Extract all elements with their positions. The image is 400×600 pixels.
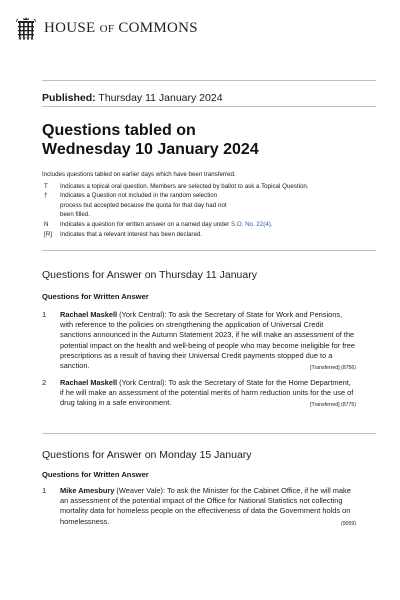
question-text: To ask the Minister for the Cabinet Office, if he will make an assessment of the potential impact of the Office for National Statistics not collecting mortality data for homeless people on the effectiveness of data the Government holds on homelessness. — [60, 486, 351, 526]
section-subtitle: Questions for Written Answer — [42, 470, 149, 479]
divider — [42, 433, 376, 434]
section-title: Questions for Answer on Thursday 11 January — [42, 269, 257, 281]
question-constituency: (York Central): — [119, 378, 167, 387]
question-item — [42, 378, 356, 411]
page-title — [42, 121, 362, 159]
question-text: To ask the Secretary of State for Work and Pensions, with reference to the policies on strengthening the application of Universal Credit sanctions announced in the Autumn Statement 2023, if he will make an assessment of the potential impact on the health and well-being of people who may become ineligible for free prescriptions as a result of having their Universal Credit payments stopped due to a sanction. — [60, 310, 355, 371]
question-member: Rachael Maskell — [60, 310, 118, 319]
question-constituency: (Weaver Vale): — [116, 486, 166, 495]
org-name-house: HOUSE — [44, 19, 96, 36]
key-symbol: † — [44, 192, 48, 200]
key-symbol: [R] — [44, 230, 52, 238]
section-title: Questions for Answer on Monday 15 January — [42, 449, 252, 461]
standing-order-link[interactable]: S.O. No. 22(4) — [230, 220, 271, 228]
org-name-of: OF — [99, 22, 115, 35]
title-line-1: Questions tabled on — [42, 122, 196, 139]
key-text-end: . — [270, 220, 273, 228]
question-item — [42, 310, 356, 373]
key-text: Indicates a topical oral question. Members are selected by ballot to ask a Topical Question. — [60, 182, 309, 190]
question-number: 1 — [42, 310, 47, 319]
key-item — [42, 230, 372, 240]
question-item — [42, 486, 356, 529]
question-member: Rachael Maskell — [60, 378, 118, 387]
portcullis-icon — [16, 16, 36, 40]
org-name-commons: COMMONS — [118, 19, 198, 36]
question-text: To ask the Secretary of State for the Home Department, if he will make an assessment of the potential merits of harm reduction units for the use of drug taking in a safe environment. — [60, 378, 354, 408]
key-item — [42, 182, 372, 192]
published-date: Thursday 11 January 2024 — [98, 92, 223, 104]
divider — [42, 250, 376, 251]
title-line-2: Wednesday 10 January 2024 — [42, 141, 259, 158]
org-name — [44, 20, 198, 37]
house-of-commons-logo — [16, 16, 198, 40]
question-constituency: (York Central): — [119, 310, 167, 319]
key-text: Indicates a question for written answer on a named day under — [60, 220, 230, 228]
question-tag: [Transferred] (8775) — [310, 402, 356, 409]
published-line — [42, 92, 223, 104]
key-text: Indicates a Question not included in the random selection process but accepted because the quota for that day had not been filled. — [60, 192, 227, 219]
key-symbol: T — [44, 182, 48, 190]
intro-key — [42, 170, 372, 239]
intro-note: Includes questions tabled on earlier days which have been transferred. — [42, 171, 236, 178]
question-number: 2 — [42, 378, 47, 387]
question-member: Mike Amesbury — [60, 486, 115, 495]
key-item — [42, 191, 372, 220]
question-tag: (9059) — [341, 520, 356, 527]
key-text: Indicates that a relevant interest has been declared. — [60, 230, 203, 238]
question-tag: [Transferred] (8756) — [310, 365, 356, 372]
question-number: 1 — [42, 486, 47, 495]
section-subtitle: Questions for Written Answer — [42, 292, 149, 301]
key-item — [42, 220, 372, 230]
divider — [42, 106, 376, 107]
key-symbol: N — [44, 220, 49, 228]
divider — [42, 80, 376, 81]
published-label: Published: — [42, 92, 96, 104]
